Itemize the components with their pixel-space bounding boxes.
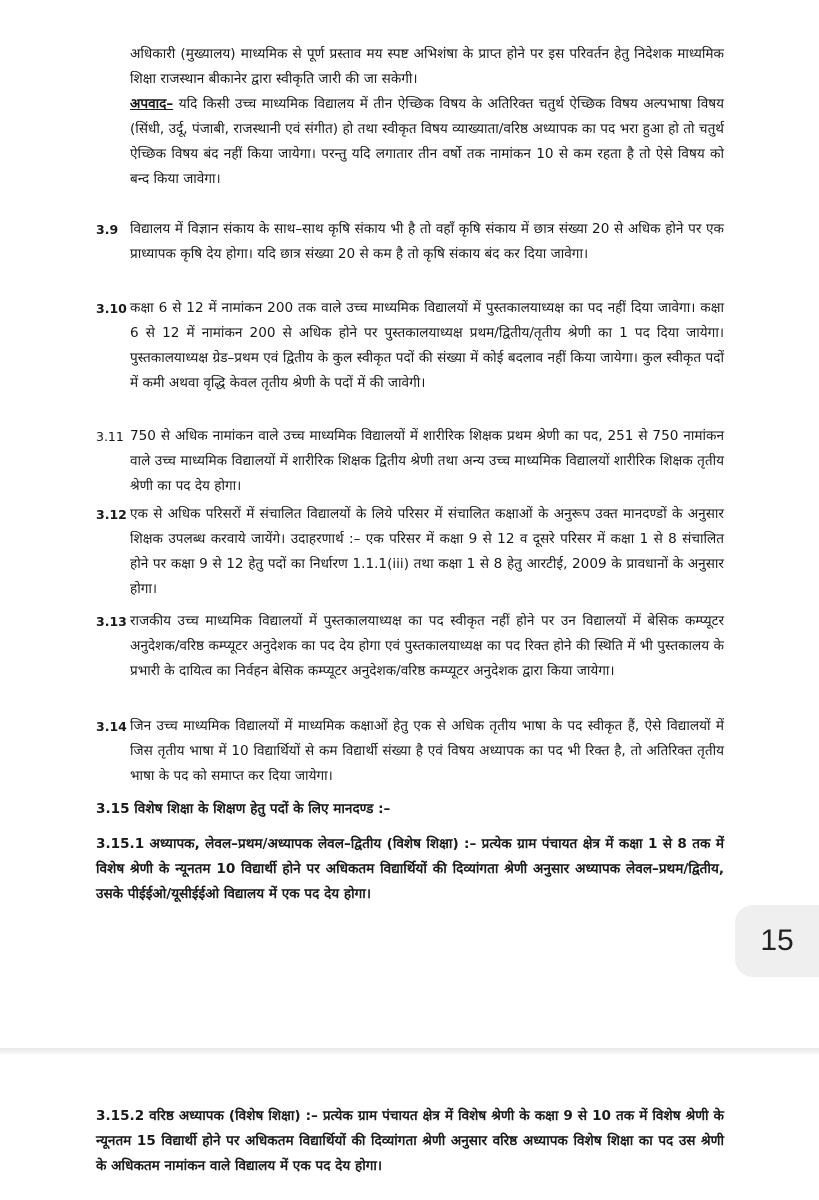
section-text-3-9: विद्यालय में विज्ञान संकाय के साथ–साथ कृषि संकाय भी है तो वहाँ कृषि संकाय में छात्र संख्या 20 से अधिक होने पर एक प्राध्यापक कृषि देय होगा। यदि छात्र संख्या 20 से कम है तो कृषि संकाय बंद कर दिया जावेगा।: [130, 221, 724, 262]
section-number-3-13: 3.13: [96, 614, 127, 629]
section-text-3-13: राजकीय उच्च माध्यमिक विद्यालयों में पुस्तकालयाध्यक्ष का पद स्वीकृत नहीं होने पर उन विद्यालयों में बेसिक कम्प्यूटर अनुदेशक/वरिष्ठ कम्प्यूटर अनुदेशक का पद देय होगा एवं पुस्तकालयाध्यक्ष का पद रिक्त होने की स्थिति में भी पुस्तकालय के प्रभारी के दायित्व का निर्वहन बेसिक कम्प्यूटर अनुदेशक/वरिष्ठ कम्प्यूटर अनुदेशक द्वारा किया जायेगा।: [130, 613, 724, 679]
page-number: 15: [760, 924, 794, 957]
section-heading-3-15: 3.15 विशेष शिक्षा के शिक्षण हेतु पदों के लिए मानदण्ड :–: [96, 801, 391, 817]
section-text-3-14: जिन उच्च माध्यमिक विद्यालयों में माध्यमिक कक्षाओं हेतु एक से अधिक तृतीय भाषा के पद स्वीकृत हैं, ऐसे विद्यालयों में जिस तृतीय भाषा में 10 विद्यार्थियों से कम विद्यार्थी संख्या है एवं विषय अध्यापक का पद भी रिक्त है, तो अतिरिक्त तृतीय भाषा के पद को समाप्त कर दिया जायेगा।: [130, 718, 724, 784]
section-text-3-11: 750 से अधिक नामांकन वाले उच्च माध्यमिक विद्यालयों में शारीरिक शिक्षक प्रथम श्रेणी का पद, 251 से 750 नामांकन वाले उच्च माध्यमिक विद्यालयों में शारीरिक शिक्षक द्वितीय श्रेणी तथा अन्य उच्च माध्यमिक विद्यालयों शारीरिक शिक्षक तृतीय श्रेणी का पद देय होगा।: [130, 428, 724, 494]
section-3-15-1: 3.15.1 अध्यापक, लेवल–प्रथम/अध्यापक लेवल–द्वितीय (विशेष शिक्षा) :– प्रत्येक ग्राम पंचायत क्षेत्र में कक्षा 1 से 8 तक में विशेष श्रेणी के न्यूनतम 10 विद्यार्थी होने पर अधिकतम विद्यार्थियों की दिव्यांगता श्रेणी अनुसार अध्यापक लेवल–प्रथम/द्वितीय, उसके पीईईओ/यूसीईईओ विद्यालय में एक पद देय होगा।: [96, 836, 724, 902]
section-text-3-10: कक्षा 6 से 12 में नामांकन 200 तक वाले उच्च माध्यमिक विद्यालयों में पुस्तकालयाध्यक्ष का पद नहीं दिया जावेगा। कक्षा 6 से 12 में नामांकन 200 से अधिक होने पर पुस्तकालयाध्यक्ष प्रथम/द्वितीय/तृतीय श्रेणी का 1 पद दिया जायेगा। पुस्तकालयाध्यक्ष ग्रेड–प्रथम एवं द्वितीय के कुल स्वीकृत पदों की संख्या में कोई बदलाव नहीं किया जायेगा। कुल स्वीकृत पदों में कमी अथवा वृद्धि केवल तृतीय श्रेणी के पदों में की जावेगी।: [130, 300, 724, 391]
section-3-15-2: 3.15.2 वरिष्ठ अध्यापक (विशेष शिक्षा) :– प्रत्येक ग्राम पंचायत क्षेत्र में विशेष श्रेणी के कक्षा 9 से 10 तक में विशेष श्रेणी के न्यूनतम 15 विद्यार्थी होने पर अधिकतम विद्यार्थियों की दिव्यांगता श्रेणी अनुसार वरिष्ठ अध्यापक विशेष शिक्षा का पद उस श्रेणी के अधिकतम नामांकन वाले विद्यालय में एक पद देय होगा।: [96, 1108, 724, 1174]
section-text-3-12: एक से अधिक परिसरों में संचालित विद्यालयों के लिये परिसर में संचालित कक्षाओं के अनुरूप उक्त मानदण्डों के अनुसार शिक्षक उपलब्ध करवाये जायेंगे। उदाहरणार्थ :– एक परिसर में कक्षा 9 से 12 व दूसरे परिसर में कक्षा 1 से 8 संचालित होने पर कक्षा 9 से 12 हेतु पदों का निर्धारण 1.1.1(iii) तथा कक्षा 1 से 8 हेतु आरटीई, 2009 के प्रावधानों के अनुसार होगा।: [130, 506, 724, 597]
section-number-3-10: 3.10: [96, 301, 127, 316]
section-number-3-12: 3.12: [96, 507, 127, 522]
section-number-3-14: 3.14: [96, 719, 127, 734]
continuation-paragraph: [130, 42, 724, 92]
section-number-3-11: 3.11: [96, 429, 124, 444]
page-lower: [0, 1054, 819, 1200]
page-number-badge: [735, 905, 819, 977]
section-number-3-9: 3.9: [96, 222, 119, 237]
continuation-text: अधिकारी (मुख्यालय) माध्यमिक से पूर्ण प्रस्ताव मय स्पष्ट अभिशंषा के प्राप्त होने पर इस परिवर्तन हेतु निदेशक माध्यमिक शिक्षा राजस्थान बीकानेर द्वारा स्वीकृति जारी की जा सकेगी।: [130, 46, 724, 87]
exception-paragraph: [130, 92, 724, 192]
exception-text: यदि किसी उच्च माध्यमिक विद्यालय में तीन ऐच्छिक विषय के अतिरिक्त चतुर्थ ऐच्छिक विषय अल्पभाषा विषय (सिंधी, उर्दू, पंजाबी, राजस्थानी एवं संगीत) हो तथा स्वीकृत विषय व्याख्याता/वरिष्ठ अध्यापक का पद भरा हुआ हो तो चतुर्थ ऐच्छिक विषय बंद नहीं किया जायेगा। परन्तु यदि लगातार तीन वर्षो तक नामांकन 10 से कम रहता है तो ऐसे विषय को बन्द किया जावेगा।: [130, 96, 724, 187]
exception-label: अपवाद–: [130, 96, 174, 112]
